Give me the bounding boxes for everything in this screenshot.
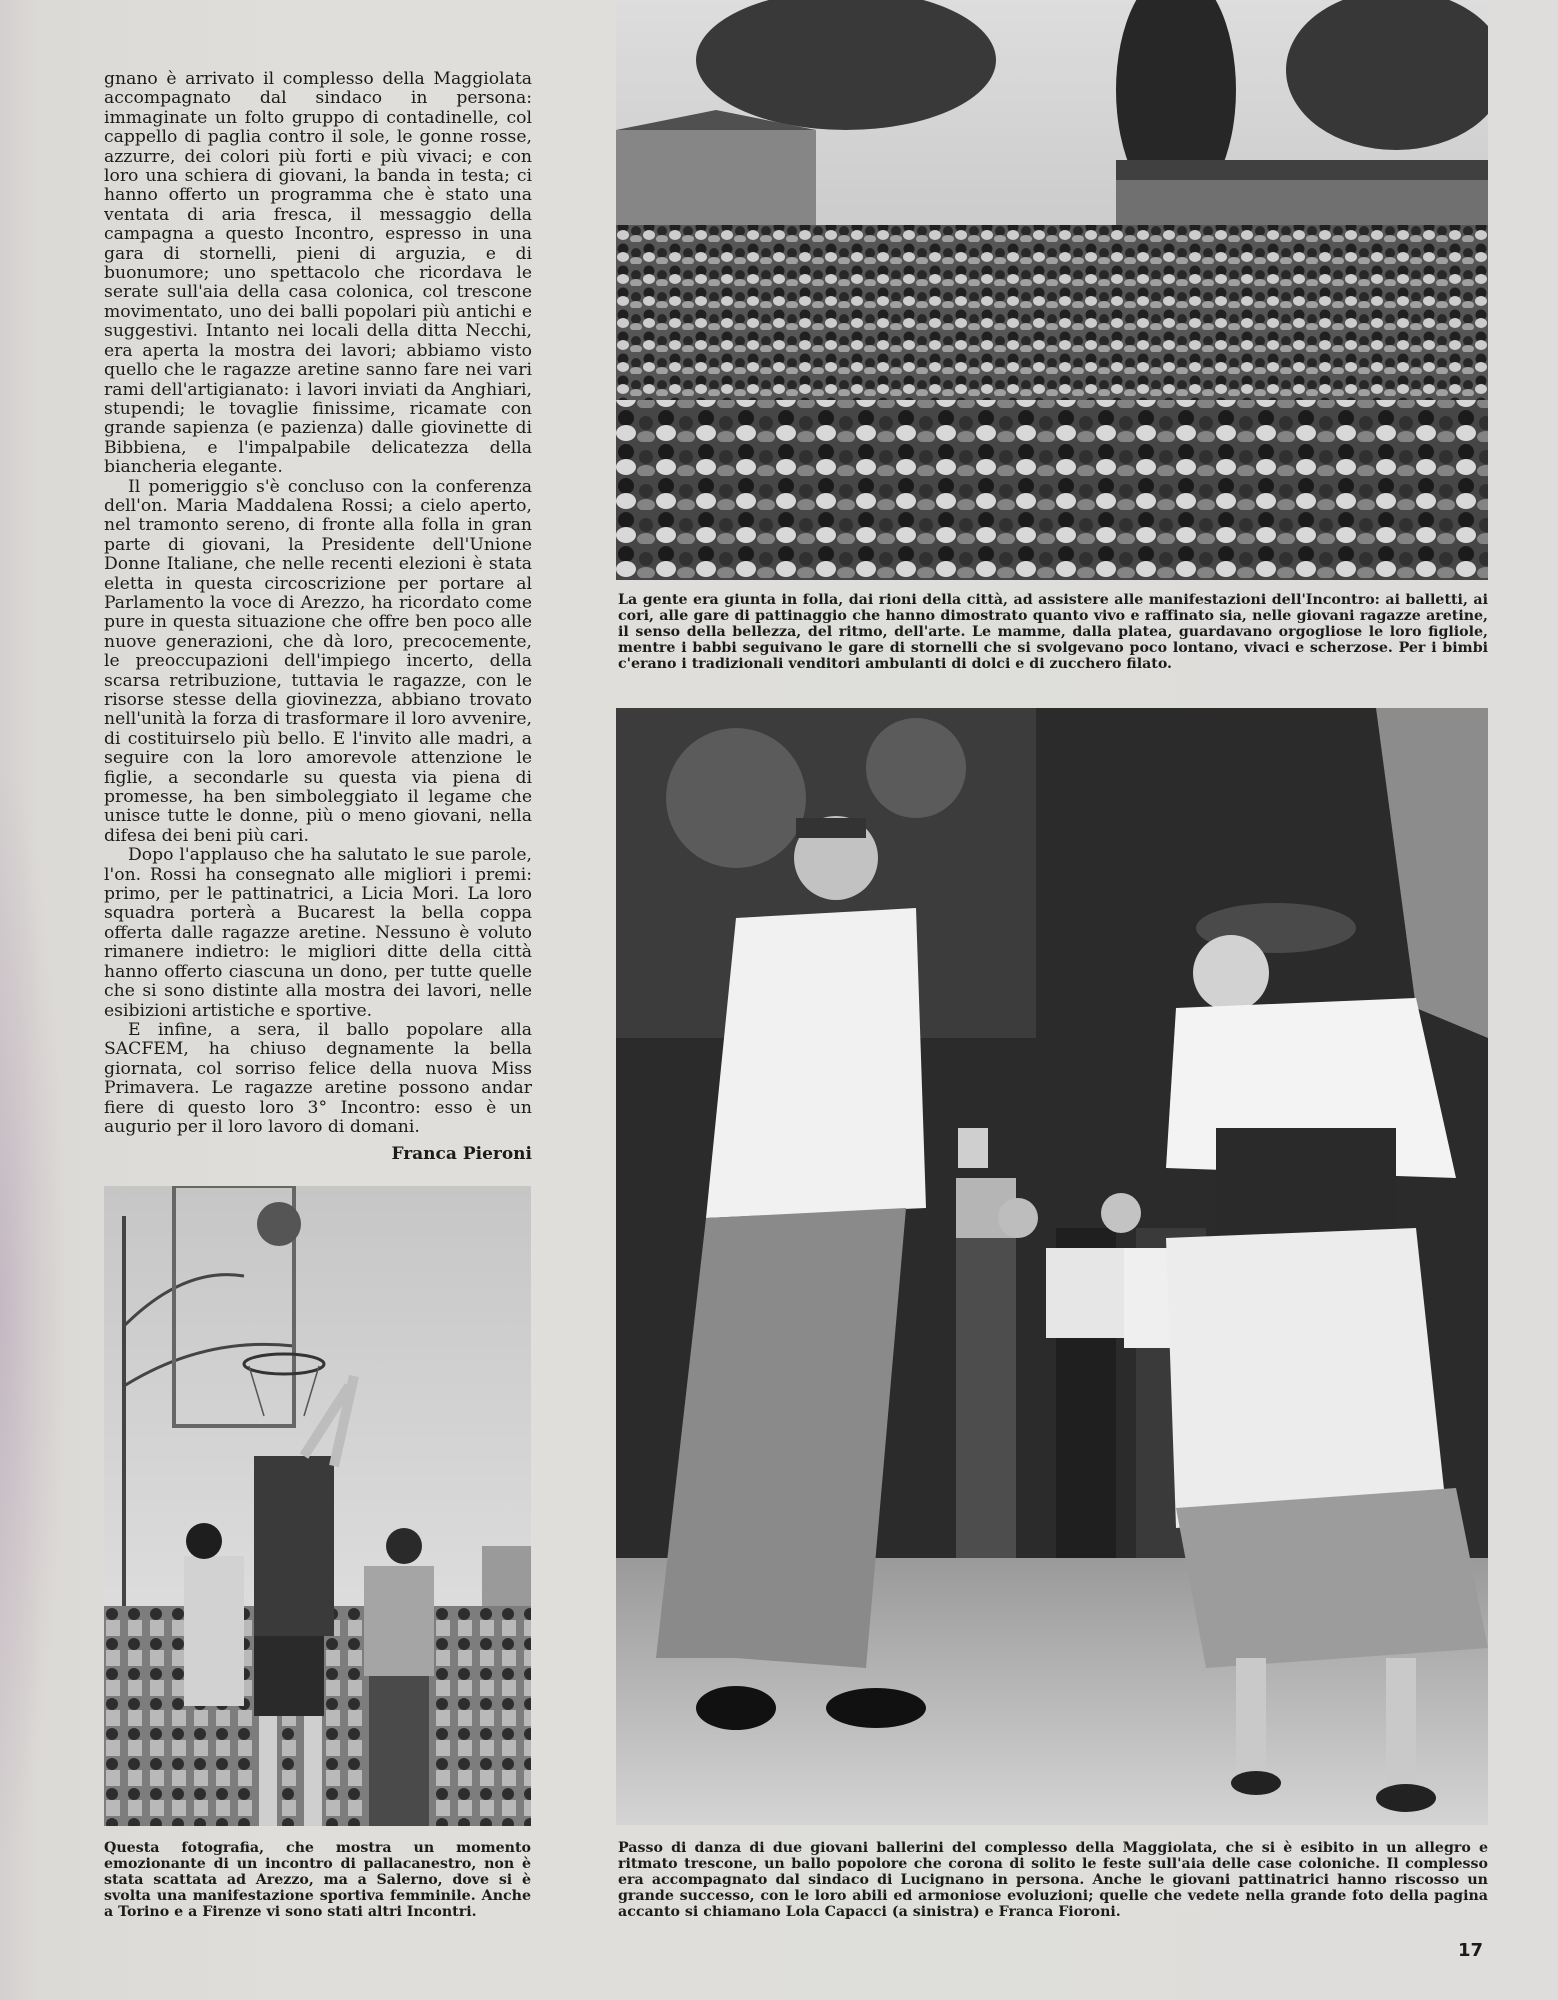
article-paragraph: E infine, a sera, il ballo popolare alla SACFEM, ha chiuso degnamente la bella giornata, col sorriso felice della nuova Miss Primavera. Le ragazze aretine possono andar fiere di questo loro 3° Incontro: esso è un augurio per il loro lavoro di domani. bbox=[104, 1019, 532, 1137]
paper-stain bbox=[0, 760, 70, 1860]
basketball-photo bbox=[104, 1186, 531, 1826]
author-byline: Franca Pieroni bbox=[391, 1144, 532, 1164]
article-text bbox=[104, 70, 532, 1137]
basketball-caption: Questa fotografia, che mostra un momento emozionante di un incontro di pallacanestro, non è stata scattata ad Arezzo, ma a Salerno, dove si è svolta una manifestazione sportiva femminile. Anche a Torino e a Firenze vi sono stati altri Incontri. bbox=[104, 1840, 531, 1920]
dance-photo bbox=[616, 708, 1488, 1825]
page-number: 17 bbox=[1458, 1940, 1484, 1961]
article-paragraph: gnano è arrivato il complesso della Maggiolata accompagnato dal sindaco in persona: immaginate un folto gruppo di contadinelle, col cappello di paglia contro il sole, le gonne rosse, azzurre, dei colori più forti e più vivaci; e con loro una schiera di giovani, la banda in testa; ci hanno offerto un programma che è stato una ventata di aria fresca, il messaggio della campagna a questo Incontro, espresso in una gara di stornelli, pieni di arguzia, e di buonumore; uno spettacolo che ricordava le serate sull'aia della casa colonica, col trescone movimentato, uno dei balli popolari più antichi e suggestivi. Intanto nei locali della ditta Necchi, era aperta la mostra dei lavori; abbiamo visto quello che le ragazze aretine sanno fare nei vari rami dell'artigianato: i lavori inviati da Anghiari, stupendi; le tovaglie finissime, ricamate con grande sapienza (e pazienza) dalle giovinette di Bibbiena, e l'impalpabile delicatezza della biancheria elegante. bbox=[104, 69, 532, 478]
crowd-caption: La gente era giunta in folla, dai rioni della città, ad assistere alle manifestazioni dell'Incontro: ai balletti, ai cori, alle gare di pattinaggio che hanno dimostrato quanto vivo e raffinato sia, nelle giovani ragazze aretine, il senso della bellezza, del ritmo, dell'arte. Le mamme, dalla platea, guardavano orgogliose le loro figliole, mentre i babbi seguivano le gare di stornelli che si svolgevano poco lontano, vivaci e scherzose. Per i bimbi c'erano i tradizionali venditori ambulanti di dolci e di zucchero filato. bbox=[618, 592, 1488, 672]
article-paragraph: Il pomeriggio s'è concluso con la conferenza dell'on. Maria Maddalena Rossi; a cielo aperto, nel tramonto sereno, di fronte alla folla in gran parte di giovani, la Presidente dell'Unione Donne Italiane, che nelle recenti elezioni è stata eletta in questa circoscrizione per portare al Parlamento la voce di Arezzo, ha ricordato come pure in questa situazione che offre ben poco alle nuove generazioni, che dà loro, precocemente, le preoccupazioni dell'impiego incerto, della scarsa retribuzione, tuttavia le ragazze, con le risorse stesse della giovinezza, abbiano trovato nell'unità la forza di trasformare il loro avvenire, di costituirselo più bello. E l'invito alle madri, a seguire con la loro amorevole attenzione le figlie, a secondarle su questa via piena di promesse, ha ben simboleggiato il legame che unisce tutte le donne, più o meno giovani, nella difesa dei beni più cari. bbox=[104, 476, 532, 846]
crowd-photo bbox=[616, 0, 1488, 580]
article-paragraph: Dopo l'applauso che ha salutato le sue parole, l'on. Rossi ha consegnato alle migliori i premi: primo, per le pattinatrici, a Licia Mori. La loro squadra porterà a Bucarest la bella coppa offerta dalle ragazze aretine. Nessuno è voluto rimanere indietro: le migliori ditte della città hanno offerto ciascuna un dono, per tutte quelle che si sono distinte alla mostra dei lavori, nelle esibizioni artistiche e sportive. bbox=[104, 845, 532, 1021]
dance-caption: Passo di danza di due giovani ballerini del complesso della Maggiolata, che si è esibito in un allegro e ritmato trescone, un ballo popolore che corona di solito le feste sull'aia delle case coloniche. Il complesso era accompagnato dal sindaco di Lucignano in persona. Anche le giovani pattinatrici hanno riscosso un grande successo, con le loro abili ed armoniose evoluzioni; quelle che vedete nella grande foto della pagina accanto si chiamano Lola Capacci (a sinistra) e Franca Fioroni. bbox=[618, 1840, 1488, 1920]
